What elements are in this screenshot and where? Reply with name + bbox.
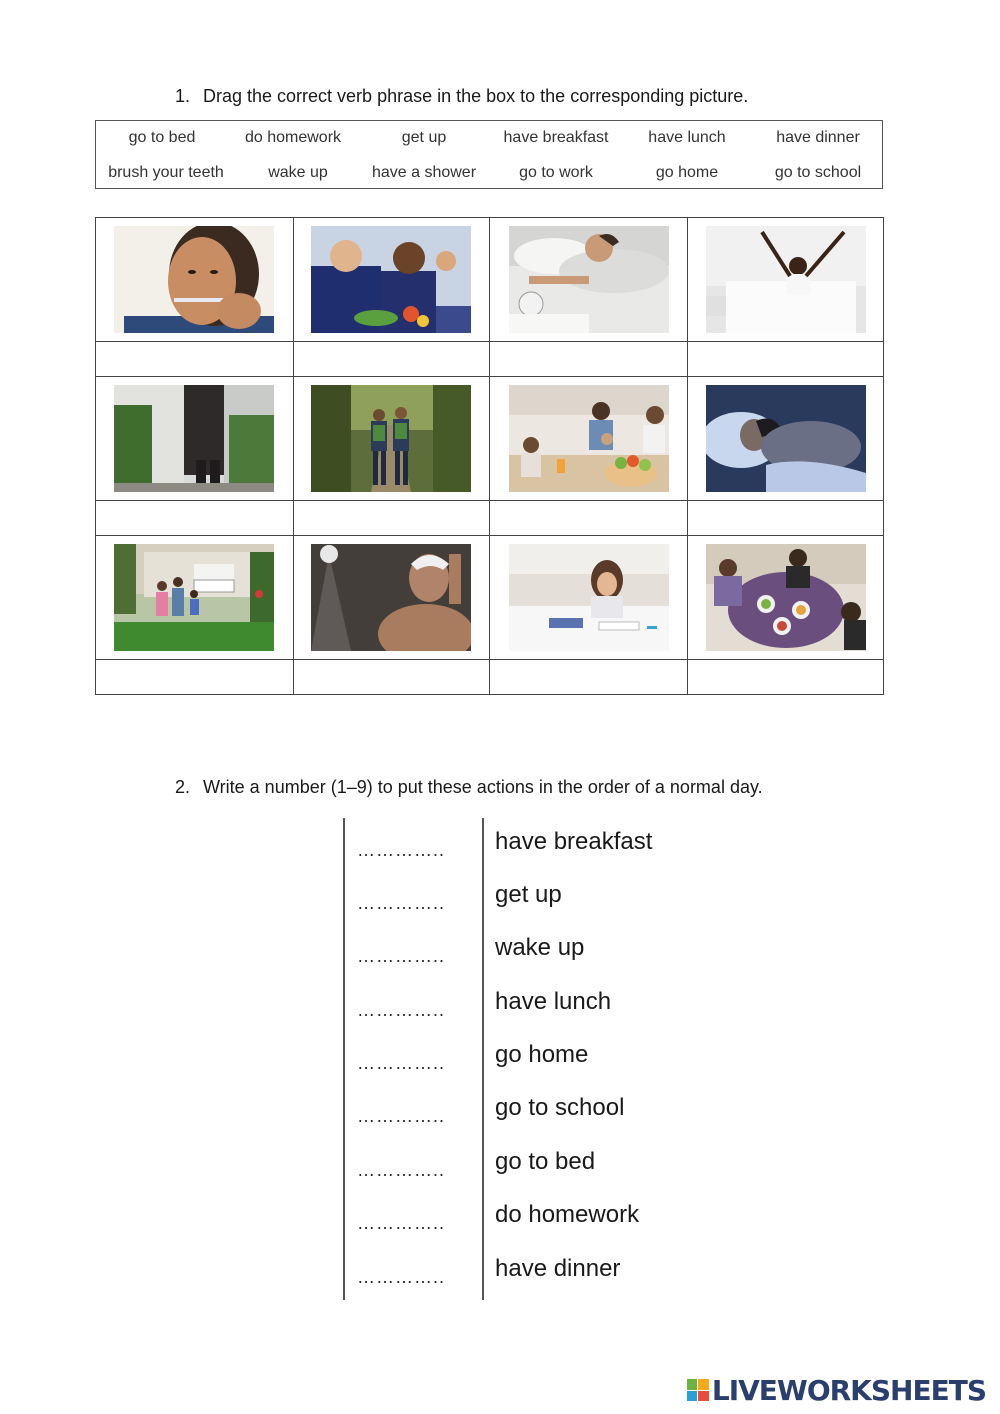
number-blank-2[interactable]: ………….. [357, 893, 446, 913]
action-label: have lunch [495, 988, 612, 1015]
number-blank-7[interactable]: ………….. [357, 1160, 446, 1180]
answer-cell-4[interactable] [688, 342, 883, 376]
number-blank-4[interactable]: ………….. [357, 1000, 446, 1020]
number-blank-1[interactable]: ………….. [357, 840, 446, 860]
word-bank [95, 120, 883, 189]
action-label: get up [495, 881, 562, 908]
exercise-1-number: 1. [175, 86, 191, 106]
answer-cell-7[interactable] [490, 501, 687, 535]
word-get-up[interactable]: get up [401, 129, 447, 146]
word-go-to-school[interactable]: go to school [774, 164, 862, 181]
order-row [343, 818, 673, 871]
answer-cell-1[interactable] [96, 342, 293, 376]
answer-cell-10[interactable] [294, 660, 489, 694]
photo-man-walking-to-office [114, 385, 274, 492]
number-blank-6[interactable]: ………….. [357, 1106, 446, 1126]
order-row [343, 978, 673, 1031]
exercise-2-instruction: Write a number (1–9) to put these actions in the order of a normal day. [203, 777, 763, 797]
answer-cell-5[interactable] [96, 501, 293, 535]
action-label: go home [495, 1041, 589, 1068]
number-blank-3[interactable]: ………….. [357, 946, 446, 966]
order-list [343, 818, 673, 1300]
answer-cell-12[interactable] [688, 660, 883, 694]
photo-man-in-shower [311, 544, 471, 651]
action-label: wake up [495, 934, 585, 961]
word-have-dinner[interactable]: have dinner [776, 129, 860, 146]
answer-cell-11[interactable] [490, 660, 687, 694]
word-go-home[interactable]: go home [655, 164, 719, 181]
exercise-1-instruction: Drag the correct verb phrase in the box to the corresponding picture. [203, 86, 749, 106]
word-brush-your-teeth[interactable]: brush your teeth [108, 164, 224, 181]
order-row [343, 1084, 673, 1137]
action-label: have dinner [495, 1255, 621, 1282]
liveworksheets-logo-icon [687, 1379, 709, 1401]
answer-cell-6[interactable] [294, 501, 489, 535]
order-row [343, 924, 673, 977]
order-row [343, 1138, 673, 1191]
action-label: go to school [495, 1094, 625, 1121]
order-row [343, 1191, 673, 1244]
exercise-1-title [175, 86, 748, 107]
order-row [343, 871, 673, 924]
photo-family-dinner [706, 544, 866, 651]
word-have-breakfast[interactable]: have breakfast [503, 129, 609, 146]
action-label: have breakfast [495, 828, 653, 855]
photo-family-breakfast [509, 385, 669, 492]
number-blank-8[interactable]: ………….. [357, 1213, 446, 1233]
answer-cell-9[interactable] [96, 660, 293, 694]
photo-girl-doing-homework [509, 544, 669, 651]
answer-cell-3[interactable] [490, 342, 687, 376]
answer-cell-2[interactable] [294, 342, 489, 376]
word-have-a-shower[interactable]: have a shower [371, 164, 477, 181]
photo-children-eating-lunch [311, 226, 471, 333]
exercise-2-number: 2. [175, 777, 191, 797]
picture-grid [95, 217, 884, 695]
exercise-2-title [175, 777, 763, 798]
action-label: go to bed [495, 1148, 596, 1175]
photo-woman-brushing-teeth [114, 226, 274, 333]
word-do-homework[interactable]: do homework [244, 129, 342, 146]
order-row [343, 1031, 673, 1084]
photo-children-walking-to-school [311, 385, 471, 492]
liveworksheets-brand [687, 1375, 986, 1405]
number-blank-9[interactable]: ………….. [357, 1267, 446, 1287]
photo-man-waking-alarm [509, 226, 669, 333]
brand-name: LIVEWORKSHEETS [711, 1373, 986, 1407]
number-blank-5[interactable]: ………….. [357, 1053, 446, 1073]
action-label: do homework [495, 1201, 640, 1228]
word-go-to-work[interactable]: go to work [519, 164, 593, 181]
word-have-lunch[interactable]: have lunch [648, 129, 726, 146]
photo-family-arriving-home [114, 544, 274, 651]
answer-cell-8[interactable] [688, 501, 883, 535]
photo-woman-stretching-in-bed [706, 226, 866, 333]
photo-man-sleeping [706, 385, 866, 492]
word-go-to-bed[interactable]: go to bed [128, 129, 196, 146]
word-wake-up[interactable]: wake up [268, 164, 328, 181]
order-row [343, 1245, 673, 1298]
